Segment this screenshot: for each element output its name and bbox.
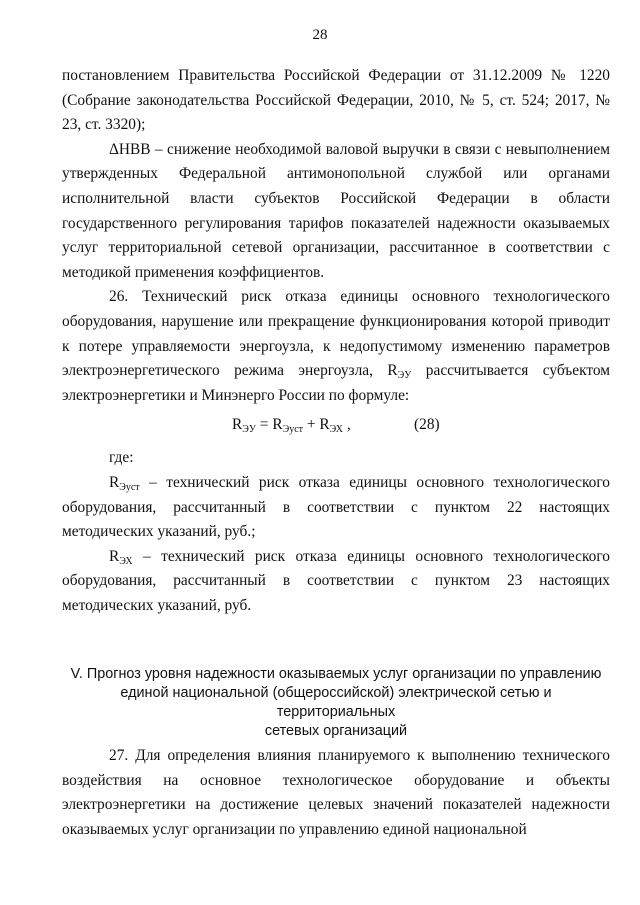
definition-2-subscript: ЭХ [119, 555, 133, 567]
paragraph-27: 27. Для определения влияния планируемого к выполнению технического воздействия на основное технологическое оборудование и объекты электроэнергетики на достижение целевых значений показателей надежности оказываемых услуг организации по управлению единой национальной [62, 747, 610, 838]
definition-r-eust [62, 471, 610, 545]
definition-1-text: – технический риск отказа единицы основного технологического оборудования, рассчитанный в соответствии с пунктом 22 настоящих методических указаний, руб.; [62, 473, 610, 541]
formula-lhs-subscript: ЭУ [242, 424, 256, 436]
paragraph-resolution-reference: постановлением Правительства Российской Федерации от 31.12.2009 № 1220 (Собрание законодательства Российской Федерации, 2010, № 5, ст. 524; 2017, № 23, ст. 3320); [62, 67, 610, 134]
definition-2-symbol: R [109, 547, 120, 565]
formula-term1-subscript: Эуст [282, 424, 304, 436]
paragraph-26-text-start: 26. Технический риск отказа единицы основного технологического оборудования, нарушение или прекращение функционирования которой приводит к потере управляемости энергоузла, к недопустимому изменению параметров электроэнергетического режима энергоузла, R [62, 288, 610, 380]
paragraph-26 [62, 285, 610, 408]
paragraph-26-text-end: рассчитывается субъектом электроэнергетики и Минэнерго России по формуле: [62, 362, 611, 404]
formula-plus: + R [303, 416, 330, 434]
formula-expression [232, 413, 351, 438]
page-number: 28 [312, 27, 328, 43]
definition-r-ex [62, 545, 610, 619]
definition-1-symbol: R [109, 473, 120, 491]
definition-2-text: – технический риск отказа единицы основного технологического оборудования, рассчитанный в соответствии с пунктом 23 настоящих методических указаний, руб. [62, 547, 610, 614]
formula-lhs: R [232, 416, 243, 434]
where-label: где: [109, 449, 134, 467]
section-heading-v [62, 665, 610, 741]
section-v-text-block [62, 744, 610, 842]
paragraph-26-subscript: ЭУ [397, 370, 412, 382]
formula-number: (28) [414, 416, 440, 434]
formula-28 [62, 408, 610, 446]
formula-term2-subscript: ЭХ [329, 424, 343, 436]
section-heading-line-1: V. Прогноз уровня надежности оказываемых услуг организации по управлению [70, 666, 602, 682]
formula-tail: , [342, 416, 351, 434]
formula-equals: = R [255, 416, 283, 434]
paragraph-delta-nvv: ΔНВВ – снижение необходимой валовой выручки в связи с невыполнением утвержденных Федеральной антимонопольной службой или органами исполнительной власти субъектов Российской Федерации в области государственного регулирования тарифов показателей надежности оказываемых услуг территориальной сетевой организации, рассчитанное в соответствии с методикой применения коэффициентов. [62, 140, 610, 281]
main-text-block [62, 64, 610, 618]
section-heading-line-3: сетевых организаций [264, 723, 408, 739]
definition-1-subscript: Эуст [119, 481, 140, 493]
section-heading-line-2: единой национальной (общероссийской) электрической сетью и территориальных [120, 685, 552, 720]
